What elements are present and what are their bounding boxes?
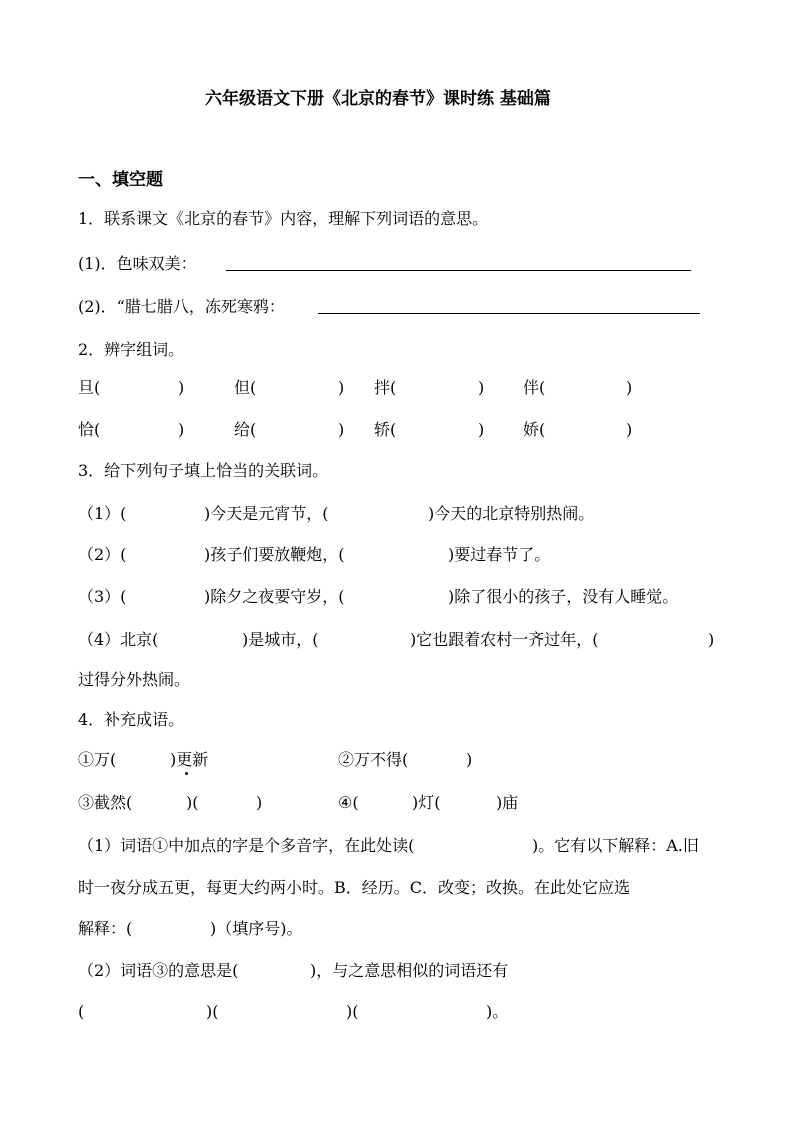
idiom-2-part: ) <box>466 750 473 769</box>
sentence-4-part: )它也跟着农村一齐过年，( <box>410 630 599 649</box>
char-group-close: ) <box>626 420 633 439</box>
char-group-close: ) <box>626 378 633 397</box>
question-1-item-2-label: (2)．“腊七腊八，冻死寒鸦： <box>78 297 285 316</box>
sub-question-1-part: （1）词语①中加点的字是个多音字，在此处读( <box>78 836 415 855</box>
sentence-3-part: （3）( <box>78 587 127 606</box>
question-1-item-1-label: (1)．色味双美： <box>78 254 197 273</box>
section-heading: 一、填空题 <box>78 170 163 190</box>
sentence-3-part: )除夕之夜要守岁，( <box>204 587 345 606</box>
char-group-label: 拌( <box>374 378 397 397</box>
sub-question-1-part: )。它有以下解释：A.旧 <box>532 836 699 855</box>
idiom-3-part: ) <box>256 793 263 812</box>
char-group-label: 轿( <box>374 420 397 439</box>
question-3-stem: 3．给下列句子填上恰当的关联词。 <box>78 461 329 480</box>
char-group-close: ) <box>178 420 185 439</box>
sentence-4-continued: 过得分外热闹。 <box>78 670 191 689</box>
char-group-close: ) <box>338 378 345 397</box>
sentence-1-part: （1）( <box>78 504 127 523</box>
char-group-label: 伴( <box>523 378 546 397</box>
char-group-label: 但( <box>234 378 257 397</box>
idiom-4-part: )庙 <box>496 793 519 812</box>
char-group-close: ) <box>478 378 485 397</box>
sentence-1-part: )今天是元宵节，( <box>204 504 329 523</box>
sentence-2-part: )孩子们要放鞭炮，( <box>204 545 345 564</box>
question-2-stem: 2．辨字组词。 <box>78 340 185 359</box>
answer-line-1[interactable] <box>226 270 691 271</box>
sub-question-2-part: )，与之意思相似的词语还有 <box>310 961 509 980</box>
sub-question-2-part: )( <box>206 1002 219 1021</box>
sentence-4-part: )是城市，( <box>242 630 319 649</box>
sub-question-2-part: ( <box>78 1002 85 1021</box>
sub-question-1-part: 解释：( <box>78 919 133 938</box>
char-group-label: 恰( <box>78 420 101 439</box>
sentence-3-part: )除了很小的孩子，没有人睡觉。 <box>448 587 679 606</box>
char-group-close: ) <box>178 378 185 397</box>
page-title: 六年级语文下册《北京的春节》课时练 基础篇 <box>205 89 551 109</box>
sentence-2-part: （2）( <box>78 545 127 564</box>
idiom-2-part: ②万不得( <box>338 750 409 769</box>
sub-question-1-line-2: 时一夜分成五更，每更大约两小时。B．经历。C．改变；改换。在此处它应选 <box>78 878 631 897</box>
idiom-1-part: ①万( <box>78 750 117 769</box>
idiom-1-part: )更新 <box>170 750 209 769</box>
sentence-4-part: ) <box>708 630 715 649</box>
question-4-stem: 4．补充成语。 <box>78 710 185 729</box>
sentence-1-part: )今天的北京特别热闹。 <box>428 504 595 523</box>
idiom-3-part: )( <box>186 793 199 812</box>
sub-question-2-part: )( <box>346 1002 359 1021</box>
char-group-close: ) <box>338 420 345 439</box>
char-group-label: 给( <box>234 420 257 439</box>
char-group-label: 娇( <box>523 420 546 439</box>
idiom-4-part: )灯( <box>412 793 441 812</box>
sub-question-2-part: )。 <box>486 1002 509 1021</box>
sentence-2-part: )要过春节了。 <box>448 545 551 564</box>
question-1-stem: 1．联系课文《北京的春节》内容，理解下列词语的意思。 <box>78 209 489 228</box>
sub-question-1-part: )（填序号)。 <box>210 919 303 938</box>
sentence-4-part: （4）北京( <box>78 630 159 649</box>
sub-question-2-part: （2）词语③的意思是( <box>78 961 239 980</box>
answer-line-2[interactable] <box>318 313 700 314</box>
char-group-label: 旦( <box>78 378 101 397</box>
idiom-4-part: ④( <box>338 793 359 812</box>
idiom-3-part: ③截然( <box>78 793 133 812</box>
emphasis-dot-icon <box>185 772 188 775</box>
char-group-close: ) <box>478 420 485 439</box>
